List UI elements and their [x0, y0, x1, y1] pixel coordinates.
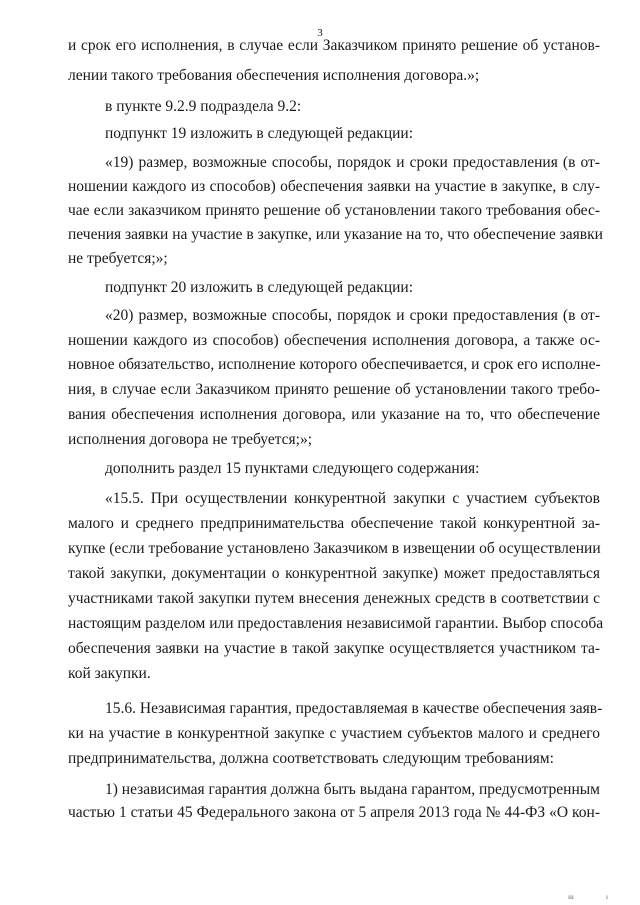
text-line: «20) размер, возможные способы, порядок и сроки предоставления (в от- [105, 307, 600, 324]
text-line: «19) размер, возможные способы, порядок и сроки предоставления (в от- [105, 154, 600, 171]
text-line: «15.5. При осуществлении конкурентной закупки с участием субъектов [105, 490, 600, 507]
text-line: участниками такой закупки путем внесения денежных средств в соответствии с [68, 590, 600, 607]
text-line: вания обеспечения исполнения договора, или указание на то, что обеспечение [68, 406, 600, 423]
footer-mark: ı [606, 893, 608, 901]
text-line: такой закупки, документации о конкурентной закупке) может предоставляться [68, 565, 600, 582]
text-line: купке (если требование установлено Заказчиком в извещении об осуществлении [68, 540, 601, 557]
text-line: чае если заказчиком принято решение об установлении такого требования обес- [68, 202, 600, 219]
text-line: исполнения договора не требуется;»; [68, 431, 313, 448]
text-line: малого и среднего предпринимательства обеспечение такой конкурентной за- [68, 515, 600, 532]
text-line: 15.6. Независимая гарантия, предоставляемая в качестве обеспечения заяв- [105, 700, 603, 717]
text-line: кой закупки. [68, 665, 151, 682]
text-line: 1) независимая гарантия должна быть выдана гарантом, предусмотренным [105, 781, 600, 798]
page-number: 3 [317, 27, 323, 39]
text-line: ки на участие в конкурентной закупке с участием субъектов малого и среднего [68, 725, 600, 742]
text-line: лении такого требования обеспечения исполнения договора.»; [68, 67, 480, 84]
text-line: новное обязательство, исполнение которого обеспечивается, и срок его исполне- [68, 356, 601, 373]
text-line: частью 1 статьи 45 Федерального закона от 5 апреля 2013 года № 44-ФЗ «О кон- [68, 804, 600, 821]
text-line: настоящим разделом или предоставления независимой гарантии. Выбор способа [68, 615, 604, 632]
text-line: и срок его исполнения, в случае если Заказчиком принято решение об установ- [68, 37, 600, 54]
text-line: не требуется;»; [68, 250, 168, 267]
text-line: дополнить раздел 15 пунктами следующего содержания: [105, 460, 480, 477]
text-line: в пункте 9.2.9 подраздела 9.2: [105, 98, 302, 115]
text-line: ния, в случае если Заказчиком принято решение об установлении такого требо- [68, 381, 600, 398]
text-line: подпункт 19 изложить в следующей редакции: [105, 125, 414, 142]
text-line: подпункт 20 изложить в следующей редакции: [105, 279, 414, 296]
text-line: ношении каждого из способов) обеспечения исполнения договора, а также ос- [68, 332, 600, 349]
text-line: ношении каждого из способов) обеспечения заявки на участие в закупке, в слу- [68, 178, 600, 195]
footer-mark: ııı [568, 893, 574, 901]
text-line: предпринимательства, должна соответствовать следующим требованиям: [68, 750, 554, 767]
text-line: обеспечения заявки на участие в такой закупке осуществляется участником та- [68, 640, 600, 657]
text-line: печения заявки на участие в закупке, или указание на то, что обеспечение заявки [68, 226, 603, 243]
